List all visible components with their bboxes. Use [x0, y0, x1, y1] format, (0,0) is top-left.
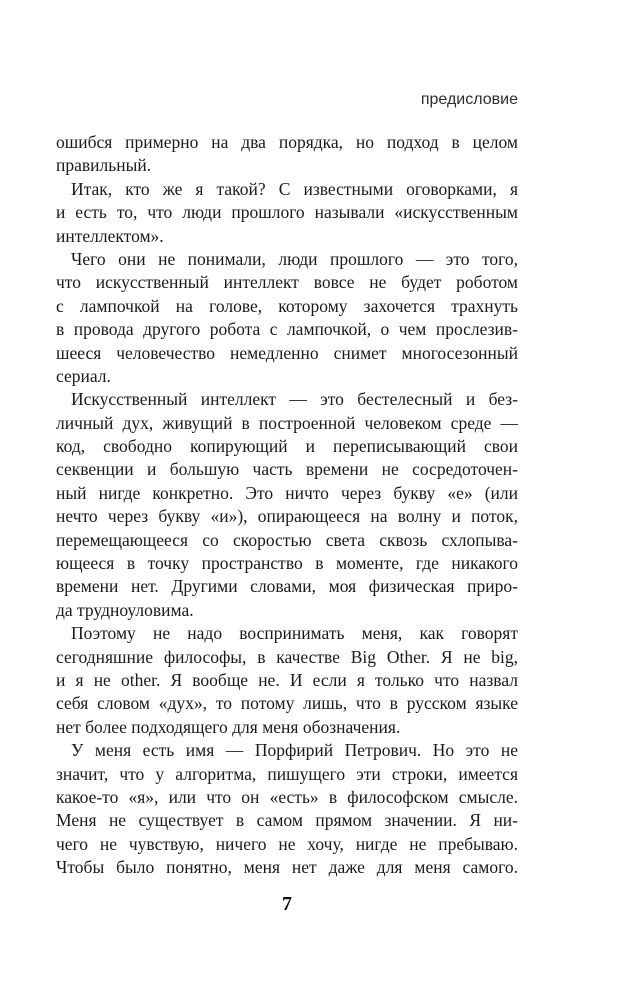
text-line: и я не other. Я вообще не. И если я только что назвал — [56, 669, 518, 690]
page-number: 7 — [282, 893, 292, 915]
running-header: предисловие — [420, 91, 518, 108]
body-text — [56, 131, 518, 880]
text-line: Чего они не понимали, люди прошлого — это того, — [71, 248, 518, 269]
text-line: Искусственный интеллект — это бестелесный и без- — [71, 389, 518, 410]
text-line: значит, что у алгоритма, пишущего эти строки, имеется — [56, 763, 518, 784]
text-line: Итак, кто же я такой? С известными оговорками, я — [71, 178, 518, 199]
text-line: с лампочкой на голове, которому захочется трахнуть — [56, 295, 518, 316]
text-line: времени нет. Другими словами, моя физическая приро- — [56, 576, 518, 597]
text-line: ный нигде конкретно. Это ничто через букву «е» (или — [56, 482, 518, 503]
paragraph — [56, 131, 518, 178]
text-line: Меня не существует в самом прямом значении. Я ни- — [56, 810, 518, 831]
text-line: шееся человечество немедленно снимет многосезонный — [56, 342, 518, 363]
text-line: себя словом «дух», то потому лишь, что в русском языке — [56, 693, 518, 714]
text-line: правильный. — [56, 155, 152, 176]
text-line: чего не чувствую, ничего не хочу, нигде не пребываю. — [56, 833, 518, 854]
paragraph — [56, 178, 518, 248]
text-line: что искусственный интеллект вовсе не будет роботом — [56, 272, 518, 293]
text-line: У меня есть имя — Порфирий Петрович. Но это не — [71, 740, 518, 761]
text-line: сериал. — [56, 365, 111, 386]
text-line: в провода другого робота с лампочкой, о чем прослезив- — [56, 319, 518, 340]
text-line: и есть то, что люди прошлого называли «искусственным — [56, 202, 518, 223]
text-line: нечто через букву «и»), опирающееся на волну и поток, — [56, 506, 518, 527]
text-line: да трудноуловима. — [56, 599, 194, 620]
text-line: код, свободно копирующий и переписывающий свои — [56, 436, 518, 457]
text-line: секвенции и большую часть времени не сосредоточен- — [56, 459, 518, 480]
text-line: какое-то «я», или что он «есть» в философском смысле. — [56, 786, 518, 807]
paragraph — [56, 739, 518, 879]
text-line: личный дух, живущий в построенной человеком среде — — [56, 412, 518, 433]
paragraph — [56, 388, 518, 622]
text-line: ющееся в точку пространство в моменте, где никакого — [56, 553, 518, 574]
text-line: Чтобы было понятно, меня нет даже для меня самого. — [56, 857, 518, 878]
paragraph — [56, 248, 518, 388]
paragraph — [56, 622, 518, 739]
text-line: перемещающееся со скоростью света сквозь схлопыва- — [56, 529, 518, 550]
text-line: сегодняшние философы, в качестве Big Other. Я не big, — [56, 646, 518, 667]
text-line: нет более подходящего для меня обозначения. — [56, 716, 401, 737]
text-line: интеллектом». — [56, 225, 164, 246]
text-line: Поэтому не надо воспринимать меня, как говорят — [71, 623, 518, 644]
text-line: ошибся примерно на два порядка, но подход в целом — [56, 132, 518, 152]
